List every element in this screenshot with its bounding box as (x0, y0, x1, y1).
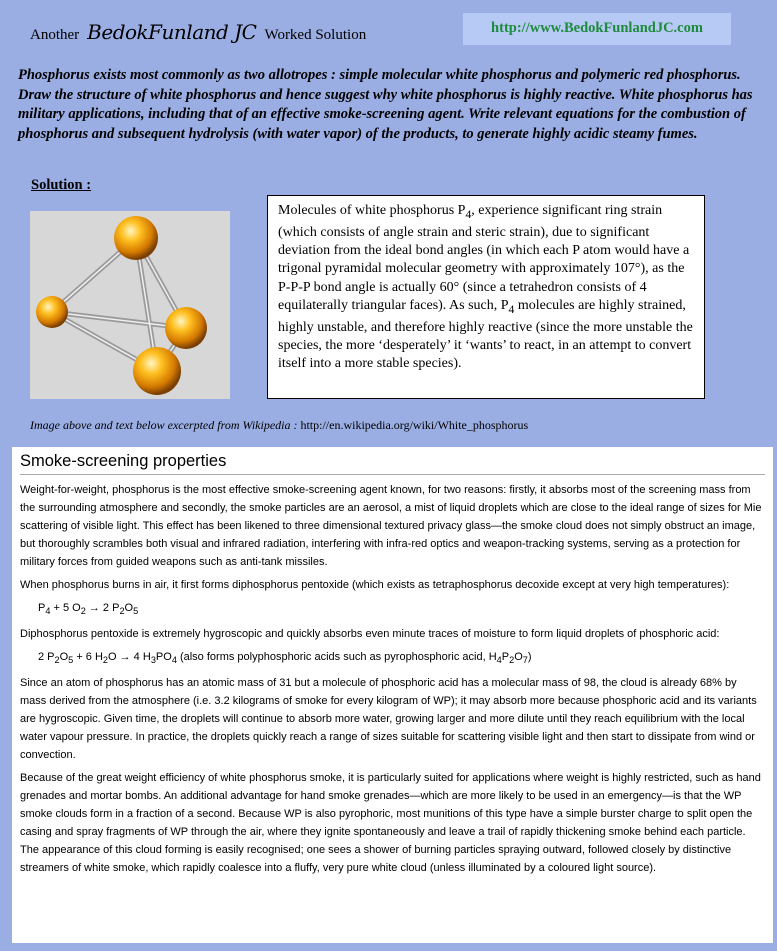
image-caption (30, 418, 528, 433)
header-prefix: Another (30, 27, 80, 43)
p4-tetrahedron-icon (30, 211, 230, 399)
brand-logo: BedokFunland JC (87, 20, 257, 44)
combustion-equation: $P_4 + 5$ $O_2 \to 2$ $P_2O_5$ (38, 602, 139, 617)
paragraph-1: Weight-for-weight, phosphorus is the most effective smoke-screening agent known, for two reasons: firstly, it absorbs most of the screening mass from the surrounding atmosphere and secondly, the smoke particles are an aerosol, a mist of liquid droplets which are close to the ideal range of sizes for Mie scattering of visible light. This effect has been likened to three dimensional textured privacy glass—the smoke cloud does not simply obstruct an image, but thoroughly scrambles both visual and infrared radiation, interfering with infra-red optics and weapon-tracking systems, serving as a protection for military forces from guided weapons such as anti-tank missiles. (20, 484, 762, 568)
website-link[interactable]: http://www.BedokFunlandJC.com (463, 13, 731, 45)
solution-label: Solution : (31, 177, 92, 193)
paragraph-3: Diphosphorus pentoxide is extremely hygroscopic and quickly absorbs even minute traces of moisture to form liquid droplets of phosphoric acid: (20, 628, 720, 641)
caption-source: Image above and text below excerpted from Wikipedia : (30, 418, 298, 432)
paragraph-4: Since an atom of phosphorus has an atomic mass of 31 but a molecule of phosphoric acid has a molecular mass of 98, the cloud is already 68% by mass derived from the atmosphere (i.e. 3.2 kilograms of smoke for every kilogram of WP); it may absorb more because phosphoric acid and its variants are hygroscopic. Given time, the droplets will continue to absorb more water, growing larger and more dilute until they reach equilibrium with the local water vapour pressure. In practice, the droplets quickly reach a range of sizes suitable for scattering visible light and then start to dissipate from wind or convection. (20, 677, 757, 762)
p4-molecule-image (30, 211, 230, 399)
paragraph-2: When phosphorus burns in air, it first forms diphosphorus pentoxide (which exists as tetraphosphorus decoxide except at very high temperatures): (20, 579, 730, 591)
explanation-box: Molecules of white phosphorus $P_4$, experience significant ring strain (which consists of angle strain and steric strain), due to significant deviation from the ideal bond angles (in which each P atom would have a trigonal pyramidal molecular geometry with approximately 107°), as the P-P-P bond angle is actually 60° (since a tetrahedron consists of 4 equilaterally triangular faces). As such, $P_4$ molecules are highly strained, highly unstable, and therefore highly reactive (since the more unstable the species, the more ‘desperately’ it ‘wants’ to react, in an attempt to convert itself into a more stable species). (267, 195, 705, 399)
page-header (30, 20, 366, 44)
section-heading: Smoke-screening properties (20, 452, 765, 475)
wikipedia-link[interactable]: http://en.wikipedia.org/wiki/White_phosphorus (300, 418, 529, 432)
hydrolysis-equation: 2 $P_2O_5 + 6$ $H_2O \to 4$ $H_3PO_4$ (also forms polyphosphoric acids such as pyrophosphoric acid, $H_4P_2O_7$) (38, 651, 532, 666)
wikipedia-excerpt (12, 447, 773, 943)
header-suffix: Worked Solution (264, 27, 367, 43)
question-text: Phosphorus exists most commonly as two allotropes : simple molecular white phosphorus and polymeric red phosphorus. Draw the structure of white phosphorus and hence suggest why white phosphorus is highly reactive. White phosphorus has military applications, including that of an effective smoke-screening agent. Write relevant equations for the combustion of phosphorus and subsequent hydrolysis (with water vapor) of the products, to generate highly acidic steamy fumes. (18, 67, 753, 142)
paragraph-5: Because of the great weight efficiency of white phosphorus smoke, it is particularly suited for applications where weight is highly restricted, such as hand grenades and mortar bombs. An additional advantage for hand smoke grenades—which are more likely to be used in an emergency—is that the WP smoke clouds form in a fraction of a second. Because WP is also pyrophoric, most munitions of this type have a simple burster charge to split open the casing and spray fragments of WP through the air, where they ignite spontaneously and leave a trail of rapidly thickening smoke behind each particle. The appearance of this cloud forming is easily recognised; one sees a shower of burning particles spraying outward, followed closely by distinctive streamers of white smoke, which rapidly coalesce into a fluffy, very pure white cloud (unless illuminated by a coloured light source). (20, 772, 761, 875)
